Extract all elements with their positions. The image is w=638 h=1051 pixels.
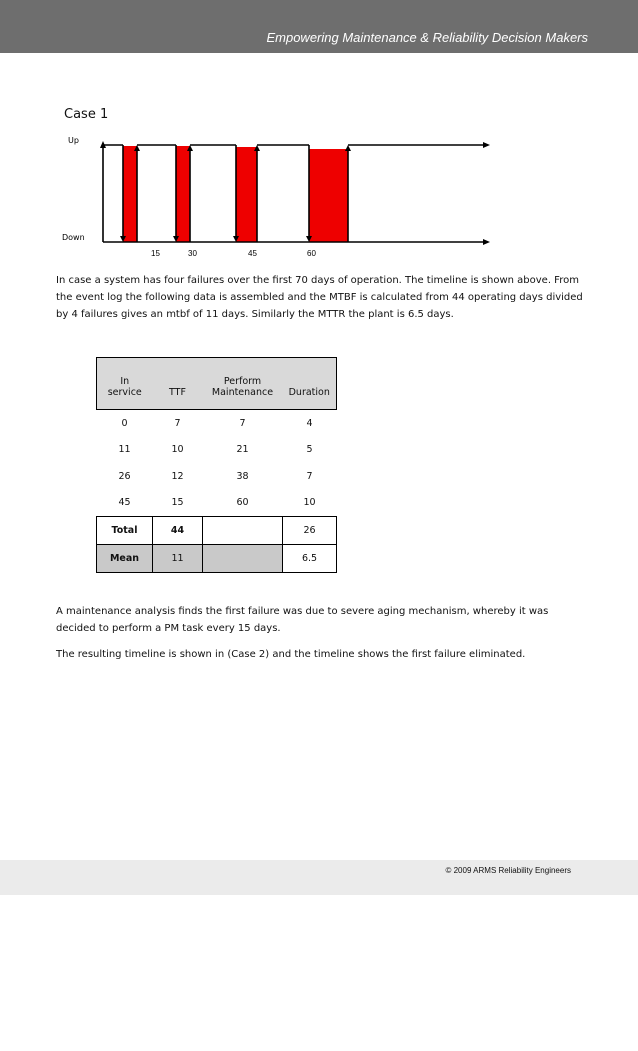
header-bar — [0, 0, 638, 53]
paragraph-result: The resulting timeline is shown in (Case 2) and the timeline shows the first failure eliminated. — [56, 649, 526, 660]
mean-label: Mean — [97, 545, 153, 573]
cell: 60 — [236, 497, 249, 509]
footer-bar — [0, 860, 638, 895]
footer-copyright: © 2009 ARMS Reliability Engineers — [445, 866, 571, 875]
cell: 7 — [306, 470, 313, 482]
failure-block-2 — [176, 146, 190, 242]
failure-block-3 — [236, 147, 257, 242]
header-duration: Duration — [283, 358, 337, 410]
event-log-table — [96, 357, 337, 573]
tick-label-15: 15 — [151, 249, 160, 258]
table-header-row — [97, 358, 337, 410]
cell: 7 — [174, 417, 181, 429]
up-label: Up — [68, 136, 79, 145]
cell: 4 — [306, 417, 313, 429]
header-maint-line1: Perform — [223, 376, 262, 387]
state-line — [103, 145, 484, 242]
cell: 10 — [171, 444, 184, 456]
paragraph-intro: In case a system has four failures over the first 70 days of operation. The timeline is shown above. From the event log the following data is assembled and the MTBF is calculated from 44 operating days divided by 4 failures gives an mtbf of 11 days. Similarly the MTTR the plant is 6.5 days. — [56, 275, 583, 320]
header-ttf: TTF — [153, 358, 203, 410]
failure-block-4 — [309, 149, 348, 242]
case-title: Case 1 — [64, 107, 109, 122]
total-maint — [203, 517, 283, 545]
cell: 11 — [118, 444, 131, 456]
table-row — [97, 490, 337, 517]
total-label: Total — [97, 517, 153, 545]
total-duration: 26 — [283, 517, 337, 545]
cell: 7 — [239, 417, 246, 429]
cell: 26 — [118, 470, 131, 482]
total-row — [97, 517, 337, 545]
total-ttf: 44 — [153, 517, 203, 545]
cell: 10 — [303, 497, 316, 509]
mean-maint — [203, 545, 283, 573]
failure-block-1 — [123, 146, 137, 242]
down-label: Down — [62, 233, 85, 242]
mean-duration: 6.5 — [283, 545, 337, 573]
tick-label-30: 30 — [188, 249, 197, 258]
paragraph-analysis: A maintenance analysis finds the first failure was due to severe aging mechanism, whereby it was decided to perform a PM task every 15 days. — [56, 606, 549, 634]
header-perform-maintenance — [203, 358, 283, 410]
mean-row — [97, 545, 337, 573]
cell: 38 — [236, 470, 249, 482]
mean-ttf: 11 — [153, 545, 203, 573]
table-row — [97, 463, 337, 490]
cell: 12 — [171, 470, 184, 482]
cell: 0 — [121, 417, 128, 429]
cell: 21 — [236, 444, 249, 456]
table-row — [97, 437, 337, 464]
cell: 5 — [306, 444, 313, 456]
header-maint-line2: Maintenance — [211, 387, 274, 398]
table-row — [97, 410, 337, 437]
timeline-diagram — [0, 125, 638, 260]
arrowheads — [100, 141, 490, 245]
cell: 15 — [171, 497, 184, 509]
cell: 45 — [118, 497, 131, 509]
header-in-service: In service — [97, 358, 153, 410]
tick-label-60: 60 — [307, 249, 316, 258]
header-tagline: Empowering Maintenance & Reliability Decision Makers — [266, 30, 588, 45]
tick-label-45: 45 — [248, 249, 257, 258]
